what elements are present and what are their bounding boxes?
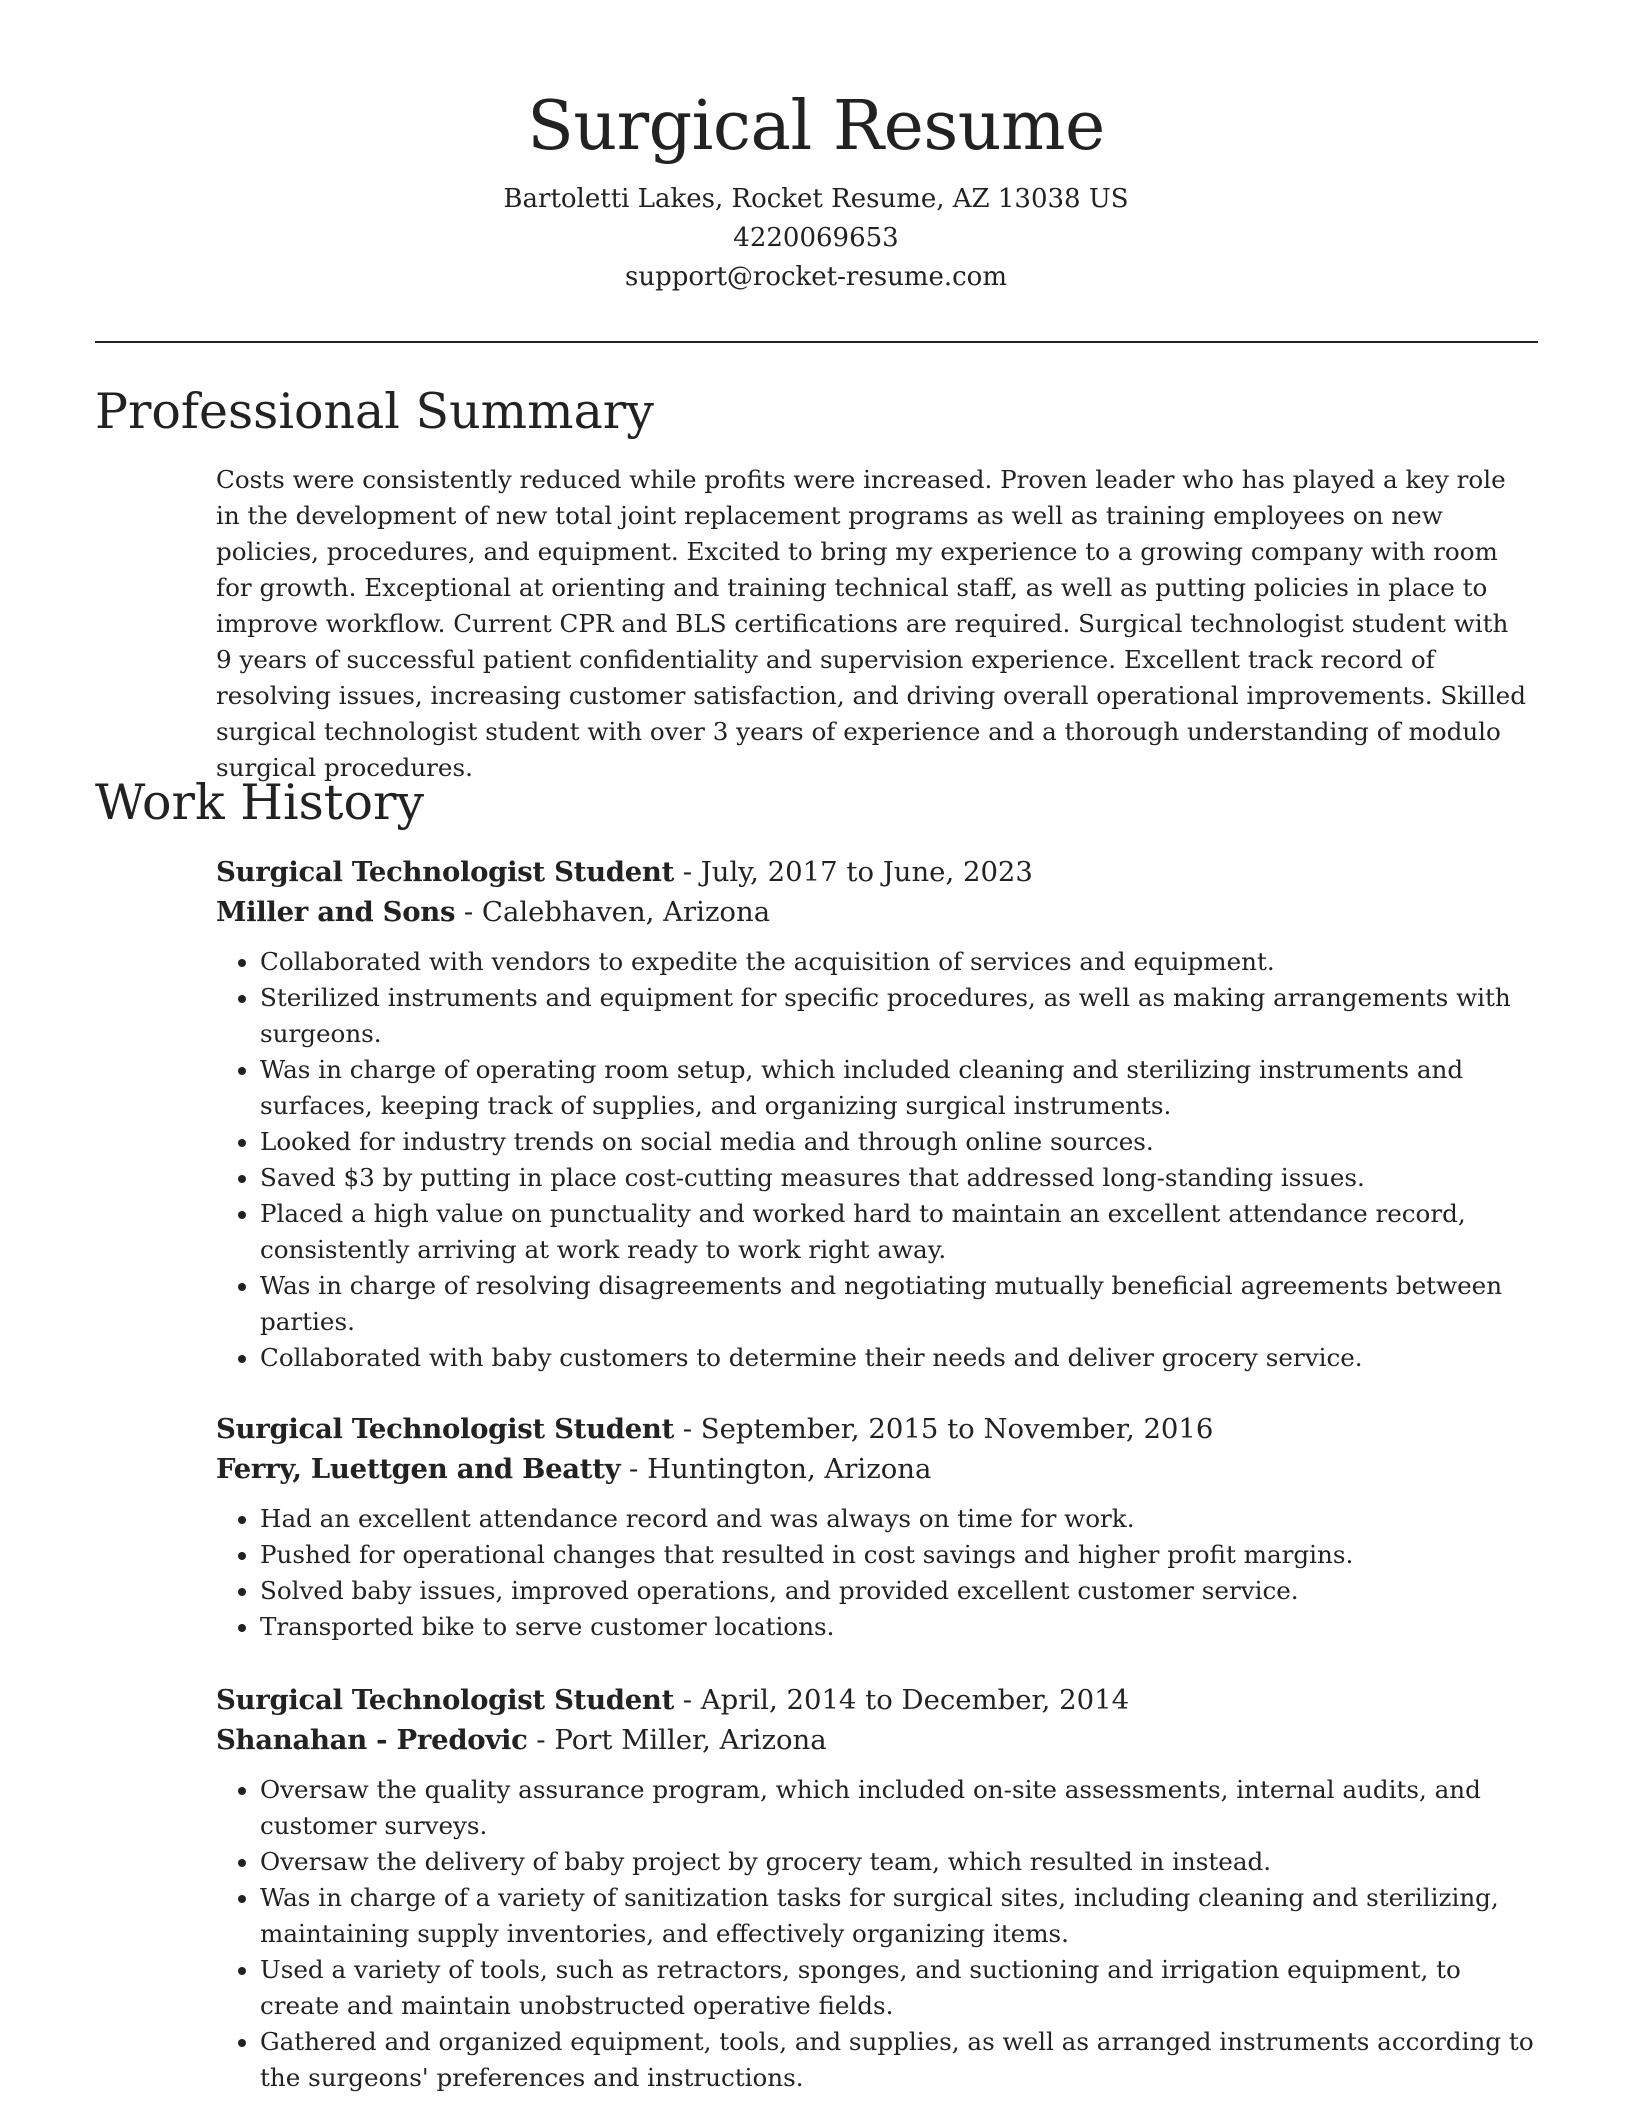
list-item: • Transported bike to serve customer locations.	[260, 1609, 1546, 1645]
contact-email: support@rocket-resume.com	[624, 262, 1007, 292]
job-company-line: Shanahan - Predovic - Port Miller, Arizona	[216, 1724, 827, 1756]
job-dates: July, 2017 to June, 2023	[700, 856, 1033, 888]
job-duties-list	[216, 1501, 1546, 1645]
list-item: • Saved $3 by putting in place cost-cutting measures that addressed long-standing issues.	[260, 1160, 1546, 1196]
list-item: • Solved baby issues, improved operations, and provided excellent customer service.	[260, 1573, 1546, 1609]
job-location: Port Miller, Arizona	[554, 1724, 827, 1756]
list-item: • Pushed for operational changes that resulted in cost savings and higher profit margins.	[260, 1537, 1546, 1573]
job-dates: April, 2014 to December, 2014	[700, 1684, 1130, 1716]
job-dates: September, 2015 to November, 2016	[700, 1413, 1214, 1445]
section-title-summary: Professional Summary	[95, 383, 654, 440]
job-role: Surgical Technologist Student	[216, 1684, 674, 1716]
resume-header	[0, 0, 1632, 297]
job-duties-list	[216, 944, 1546, 1376]
job-duties-list	[216, 1772, 1546, 2096]
list-item: • Looked for industry trends on social media and through online sources.	[260, 1124, 1546, 1160]
job-location: Huntington, Arizona	[647, 1453, 932, 1485]
job-title-line: Surgical Technologist Student - September, 2015 to November, 2016	[216, 1413, 1214, 1445]
job-role: Surgical Technologist Student	[216, 1413, 674, 1445]
job-company: Shanahan - Predovic	[216, 1724, 528, 1756]
job-entry	[216, 1409, 1546, 1645]
list-item: • Collaborated with baby customers to determine their needs and deliver grocery service.	[260, 1340, 1546, 1376]
job-title-line: Surgical Technologist Student - July, 2017 to June, 2023	[216, 856, 1033, 888]
section-title-work-history: Work History	[95, 774, 425, 831]
job-company: Miller and Sons	[216, 896, 456, 928]
job-title-line: Surgical Technologist Student - April, 2014 to December, 2014	[216, 1684, 1130, 1716]
list-item: • Used a variety of tools, such as retractors, sponges, and suctioning and irrigation equipment, to create and maintain unobstructed operative fields.	[260, 1952, 1546, 2024]
job-company: Ferry, Luettgen and Beatty	[216, 1453, 621, 1485]
header-divider	[95, 341, 1538, 343]
list-item: • Oversaw the quality assurance program, which included on-site assessments, internal audits, and customer surveys.	[260, 1772, 1546, 1844]
list-item: • Placed a high value on punctuality and worked hard to maintain an excellent attendance record, consistently arriving at work ready to work right away.	[260, 1196, 1546, 1268]
contact-address: Bartoletti Lakes, Rocket Resume, AZ 13038 US	[503, 184, 1129, 214]
summary-text: Costs were consistently reduced while profits were increased. Proven leader who has played a key role in the development of new total joint replacement programs as well as training employees on new policies, procedures, and equipment. Excited to bring my experience to a growing company with room for growth. Exceptional at orienting and training technical staff, as well as putting policies in place to improve workflow. Current CPR and BLS certifications are required. Surgical technologist student with 9 years of successful patient confidentiality and supervision experience. Excellent track record of resolving issues, increasing customer satisfaction, and driving overall operational improvements. Skilled surgical technologist student with over 3 years of experience and a thorough understanding of modulo surgical procedures.	[216, 465, 1526, 782]
contact-block	[0, 180, 1632, 297]
job-role: Surgical Technologist Student	[216, 856, 674, 888]
job-company-line: Ferry, Luettgen and Beatty - Huntington, Arizona	[216, 1453, 932, 1485]
job-entry	[216, 852, 1546, 1376]
list-item: • Oversaw the delivery of baby project by grocery team, which resulted in instead.	[260, 1844, 1546, 1880]
list-item: • Had an excellent attendance record and was always on time for work.	[260, 1501, 1546, 1537]
list-item: • Collaborated with vendors to expedite the acquisition of services and equipment.	[260, 944, 1546, 980]
resume-title: Surgical Resume	[527, 87, 1105, 166]
job-entry	[216, 1680, 1546, 2096]
contact-phone: 4220069653	[733, 223, 899, 253]
list-item: • Was in charge of operating room setup, which included cleaning and sterilizing instruments and surfaces, keeping track of supplies, and organizing surgical instruments.	[260, 1052, 1546, 1124]
list-item: • Gathered and organized equipment, tools, and supplies, as well as arranged instruments according to the surgeons' preferences and instructions.	[260, 2024, 1546, 2096]
list-item: • Sterilized instruments and equipment for specific procedures, as well as making arrangements with surgeons.	[260, 980, 1546, 1052]
job-location: Calebhaven, Arizona	[481, 896, 771, 928]
job-company-line: Miller and Sons - Calebhaven, Arizona	[216, 896, 771, 928]
list-item: • Was in charge of a variety of sanitization tasks for surgical sites, including cleaning and sterilizing, maintaining supply inventories, and effectively organizing items.	[260, 1880, 1546, 1952]
list-item: • Was in charge of resolving disagreements and negotiating mutually beneficial agreements between parties.	[260, 1268, 1546, 1340]
